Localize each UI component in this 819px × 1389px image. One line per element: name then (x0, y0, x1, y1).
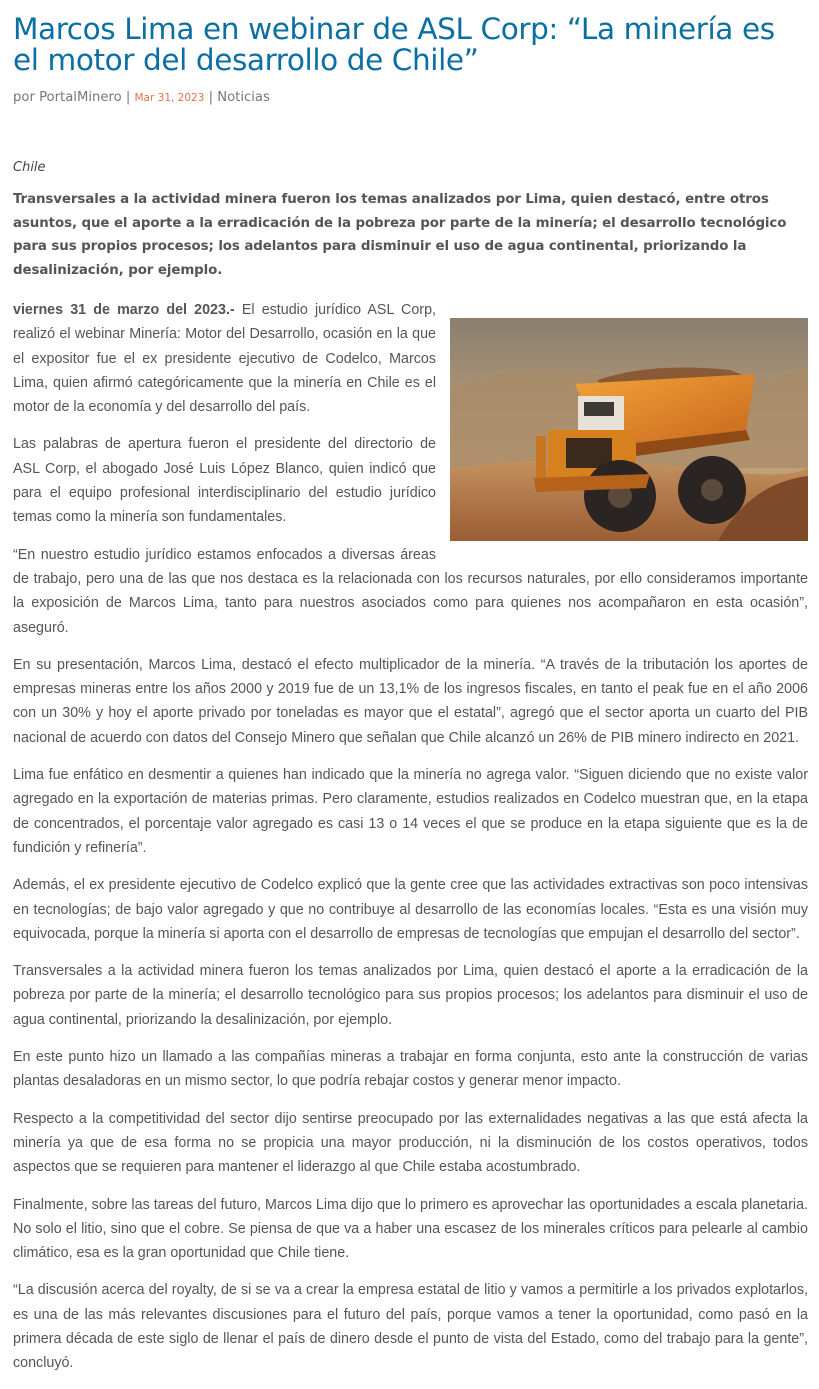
truck-ladder (536, 436, 546, 484)
paragraph: En su presentación, Marcos Lima, destacó el efecto multiplicador de la minería. “A través de la tributación los aportes de empresas mineras entre los años 2000 y 2019 fue de un 13,1% de los ingresos fiscales, en tanto el peak fue en el año 2006 con un 30% y hoy el aporte privado por toneladas es mayor que el estatal”, agregó que el sector aporta un cuarto del PIB nacional de acuerdo con datos del Consejo Minero que señalan que Chile alcanzó un 26% de PIB minero indirecto en 2021. (13, 656, 808, 746)
category-link[interactable]: Noticias (217, 90, 270, 105)
article-lead: Transversales a la actividad minera fueron los temas analizados por Lima, quien destacó, entre otros asuntos, que el aporte a la erradicación de la pobreza por parte de la minería; el desarrollo tecnológico para sus propios procesos; los adelantos para disminuir el uso de agua continental, priorizando la desalinización, por ejemplo. (13, 192, 787, 278)
paragraph: “La discusión acerca del royalty, de si se va a crear la empresa estatal de litio y vamos a permitirle a los privados explotarlos, es una de las más relevantes discusiones para el futuro del país, porque vamos a tener la oportunidad, como pasó en la primera década de este siglo de llenar el país de dinero desde el punto de vista del Estado, como del trabajo para la gente”, concluyó. (13, 1282, 808, 1372)
paragraph-text: El estudio jurídico ASL Corp, realizó el webinar Minería: Motor del Desarrollo, ocasión en la que el expositor fue el ex presidente ejecutivo de Codelco, Marcos Lima, quien afirmó categóricamente que la minería en Chile es el motor de la economía y del desarrollo del país. (13, 302, 436, 416)
paragraph: “En nuestro estudio jurídico estamos enfocados a diversas áreas de trabajo, pero una de las que nos destaca es la relacionada con los recursos naturales, por ello consideramos importante la exposición de Marcos Lima, tanto para nuestros asociados como para quienes nos acompañaron en esta ocasión”, aseguró. (13, 546, 808, 636)
article (13, 14, 808, 1389)
article-body (13, 298, 808, 1376)
truck-cab-window (584, 402, 614, 416)
article-location: Chile (13, 160, 46, 175)
paragraph: Finalmente, sobre las tareas del futuro, Marcos Lima dijo que lo primero es aprovechar las oportunidades a escala planetaria. No solo el litio, sino que el cobre. Se piensa de que va a haber una escasez de los minerales críticos para pelearle al cambio climático, esa es la gran oportunidad que Chile tiene. (13, 1196, 808, 1262)
article-title: Marcos Lima en webinar de ASL Corp: “La minería es el motor del desarrollo de Chile” (13, 12, 775, 77)
paragraph: Transversales a la actividad minera fueron los temas analizados por Lima, quien destacó el aporte a la erradicación de la pobreza por parte de la minería; el desarrollo tecnológico para sus propios procesos; los adelantos para disminuir el uso de agua continental, priorizando la desalinización, por ejemplo. (13, 963, 808, 1028)
mining-truck-image (450, 318, 808, 541)
paragraph: Las palabras de apertura fueron el presidente del directorio de ASL Corp, el abogado José Luis López Blanco, quien indicó que para el equipo profesional interdisciplinario del estudio jurídico temas como la minería son fundamentales. (13, 436, 436, 526)
article-meta (13, 88, 808, 108)
article-dateline: viernes 31 de marzo del 2023.- (13, 302, 235, 318)
paragraph: Respecto a la competitividad del sector dijo sentirse preocupado por las externalidades negativas a las que está afecta la minería ya que de esa forma no se propicia una mayor producción, ni la disminución de los costos operativos, todos aspectos que se requieren para mantener el liderazgo al que Chile estaba acostumbrado. (13, 1110, 808, 1176)
author-link[interactable]: PortalMinero (39, 90, 122, 105)
meta-by: por (13, 90, 40, 105)
truck-rear-hub (701, 479, 723, 501)
paragraph: Además, el ex presidente ejecutivo de Codelco explicó que la gente cree que las actividades extractivas son poco intensivas en tecnologías; de bajo valor agregado y que no contribuye al desarrollo de las economías locales. “Esta es una visión muy equivocada, porque la minería si aporta con el desarrollo de empresas de tecnologías que empujan el desarrollo del sector”. (13, 877, 808, 942)
paragraph: Lima fue enfático en desmentir a quienes han indicado que la minería no agrega valor. “Siguen diciendo que no existe valor agregado en la exportación de materias primas. Pero claramente, estudios realizados en Codelco muestran que, en la etapa de concentrados, el porcentaje valor agregado es casi 13 o 14 veces el que se produce en la etapa siguiente que es la de fundición y refinería”. (13, 767, 808, 856)
meta-separator: | (204, 90, 218, 105)
paragraph: En este punto hizo un llamado a las compañías mineras a trabajar en forma conjunta, esto ante la construcción de varias plantas desaladoras en un mismo sector, lo que podría rebajar costos y generar menor impacto. (13, 1049, 808, 1090)
meta-separator: | (121, 90, 135, 105)
publish-date: Mar 31, 2023 (134, 92, 205, 104)
